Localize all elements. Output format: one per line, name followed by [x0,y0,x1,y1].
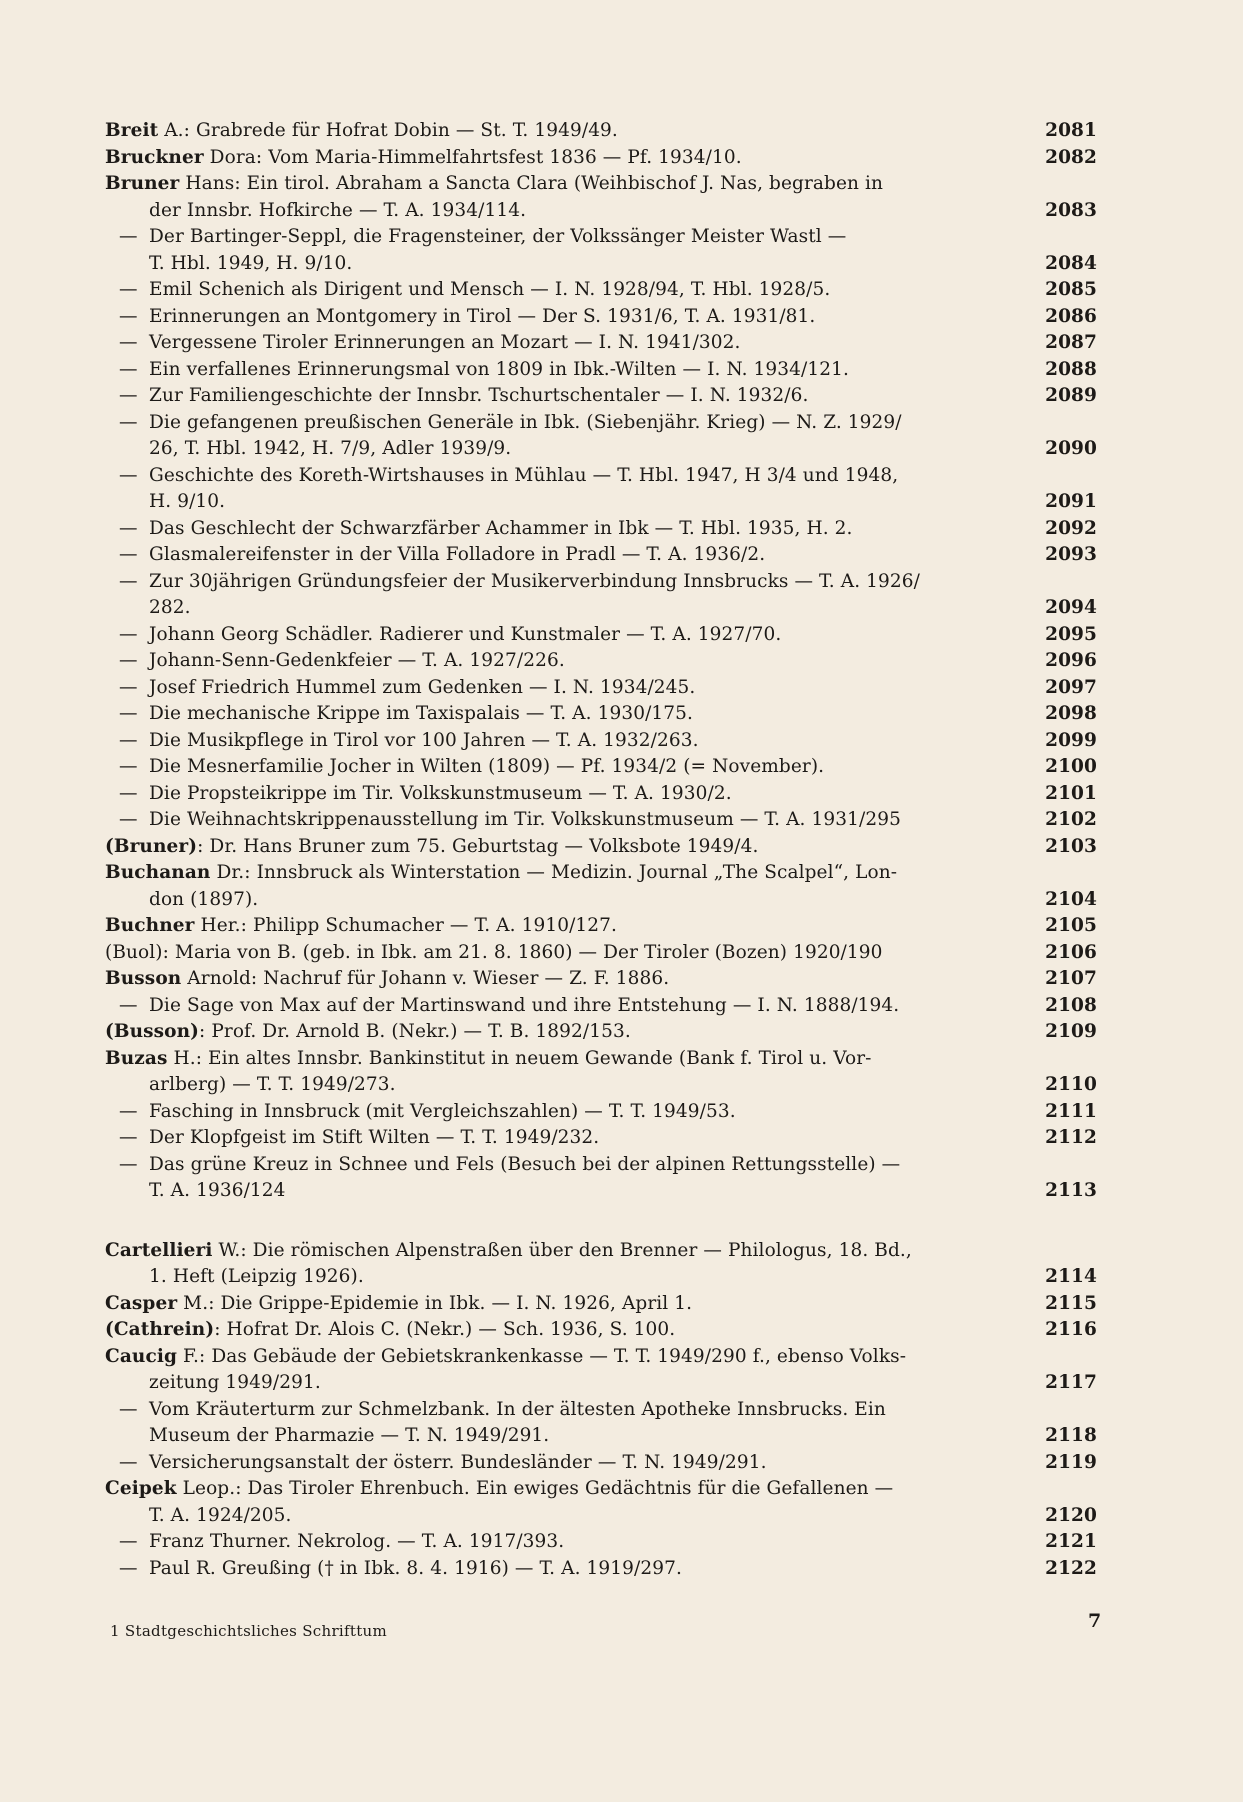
entry-text: Die Weihnachtskrippenausstellung im Tir. Volkskunstmuseum — T. A. 1931/295 [149,809,901,830]
entry-line: — Die Sage von Max auf der Martinswand und ihre Entstehung — I. N. 1888/194. [119,994,900,1016]
bibliography-entry [105,1529,1097,1556]
bibliography-entry [105,277,1097,304]
bibliography-entry [105,1019,1097,1046]
author-name: (Bruner) [105,835,198,857]
entry-line [105,145,1097,172]
entry-number: 2109 [1045,1021,1097,1042]
bibliography-entry [105,330,1097,357]
bibliography-entry [105,913,1097,940]
entry-text: Paul R. Greußing († in Ibk. 8. 4. 1916) — T. A. 1919/297. [149,1557,682,1579]
entry-line: — Zur Familiengeschichte der Innsbr. Tschurtschentaler — I. N. 1932/6. [119,385,809,406]
entry-text: Erinnerungen an Montgomery in Tirol — Der S. 1931/6, T. A. 1931/81. [149,305,816,327]
entry-number: 2113 [1045,1180,1097,1201]
entry-text: Zur Familiengeschichte der Innsbr. Tschurtschentaler — I. N. 1932/6. [149,385,809,406]
entry-number: 2103 [1045,835,1097,857]
entry-line [105,1317,1097,1344]
entry-text: : Prof. Dr. Arnold B. (Nekr.) — T. B. 1892/153. [199,1021,631,1042]
author-name: Buchner [105,915,195,936]
entry-line: — Die Musikpflege in Tirol vor 100 Jahren — T. A. 1932/263. [119,729,699,751]
entry-text: Josef Friedrich Hummel zum Gedenken — I. N. 1934/245. [149,676,696,698]
bibliography-entry [105,569,1097,622]
entry-line: — Die Mesnerfamilie Jocher in Wilten (1809) — Pf. 1934/2 (= November). [119,756,825,777]
entry-line [105,1046,1097,1073]
entry-line: zeitung 1949/291. [149,1372,321,1393]
entry-line [105,1291,1097,1318]
bibliography-entry [105,1125,1097,1152]
bibliography-entry [105,1238,1097,1291]
bibliography-entry [105,357,1097,384]
entry-text: Die Musikpflege in Tirol vor 100 Jahren — T. A. 1932/263. [149,729,699,751]
entry-line: — Erinnerungen an Montgomery in Tirol — Der S. 1931/6, T. A. 1931/81. [119,305,816,327]
entry-line: 1. Heft (Leipzig 1926). [149,1266,364,1287]
bibliography-entry [105,860,1097,913]
bibliography-entry [105,1291,1097,1318]
bibliography-entry [105,171,1097,224]
entry-number: 2091 [1045,491,1097,512]
entry-text: Die gefangenen preußischen Generäle in Ibk. (Siebenjähr. Krieg) — N. Z. 1929/ [149,411,902,433]
entry-text: Arnold: Nachruf für Johann v. Wieser — Z. F. 1886. [181,968,670,989]
entry-text: Geschichte des Koreth-Wirtshauses in Mühlau — T. Hbl. 1947, H 3/4 und 1948, [149,464,899,486]
bibliography-entry [105,807,1097,834]
entry-text: Johann-Senn-Gedenkfeier — T. A. 1927/226. [149,650,565,671]
entry-number: 2112 [1045,1127,1097,1148]
entry-line: — Der Klopfgeist im Stift Wilten — T. T. 1949/232. [119,1127,600,1148]
footer-signature: 1 Stadtgeschichtsliches Schrifttum [110,1622,388,1640]
author-name: Casper [105,1292,178,1314]
bibliography-entry [105,1317,1097,1344]
entry-text: Die Propsteikrippe im Tir. Volkskunstmuseum — T. A. 1930/2. [149,782,732,804]
author-name: (Cathrein) [105,1319,215,1340]
bibliography-entry [105,675,1097,702]
entry-text: M.: Die Grippe-Epidemie in Ibk. — I. N. 1926, April 1. [177,1292,693,1314]
entry-line [105,913,1097,940]
entry-line: Museum der Pharmazie — T. N. 1949/291. [149,1425,550,1446]
entry-line: — Das Geschlecht der Schwarzfärber Achammer in Ibk — T. Hbl. 1935, H. 2. [119,517,853,539]
entry-line: — Josef Friedrich Hummel zum Gedenken — I. N. 1934/245. [119,676,696,698]
entry-number: 2092 [1045,517,1097,539]
bibliography-entry [105,1450,1097,1477]
entry-text: Die mechanische Krippe im Taxispalais — T. A. 1930/175. [149,703,694,724]
author-name: Busson [105,968,182,989]
entry-line: — Zur 30jährigen Gründungsfeier der Musikerverbindung Innsbrucks — T. A. 1926/ [119,570,920,592]
entry-text: Johann Georg Schädler. Radierer und Kunstmaler — T. A. 1927/70. [149,623,782,645]
entry-line: — Fasching in Innsbruck (mit Vergleichszahlen) — T. T. 1949/53. [119,1100,736,1122]
entry-line [105,860,1097,887]
entry-line [105,1476,1097,1503]
bibliography-entry [105,993,1097,1020]
entry-line: — Die mechanische Krippe im Taxispalais — T. A. 1930/175. [119,703,694,724]
entry-number: 2093 [1045,544,1097,565]
entry-line: — Glasmalereifenster in der Villa Folladore in Pradl — T. A. 1936/2. [119,544,766,565]
author-name: Breit [105,120,159,141]
entry-number: 2104 [1045,888,1097,910]
bibliography-entry [105,1152,1097,1205]
entry-number: 2105 [1045,915,1097,936]
entry-text: Franz Thurner. Nekrolog. — T. A. 1917/393. [149,1531,565,1552]
entry-text: Her.: Philipp Schumacher — T. A. 1910/127. [194,915,618,936]
entry-text: F.: Das Gebäude der Gebietskrankenkasse — T. T. 1949/290 f., ebenso Volks- [177,1345,907,1367]
entry-line: — Ein verfallenes Erinnerungsmal von 1809 in Ibk.-Wilten — I. N. 1934/121. [119,358,849,380]
entry-number: 2118 [1045,1425,1097,1446]
entry-text: Versicherungsanstalt der österr. Bundesländer — T. N. 1949/291. [149,1451,767,1473]
bibliography-entry [105,648,1097,675]
entry-text: Emil Schenich als Dirigent und Mensch — I. N. 1928/94, T. Hbl. 1928/5. [149,279,831,300]
entry-line: — Der Bartinger-Seppl, die Fragensteiner, der Volkssänger Meister Wastl — [119,226,847,247]
entry-text: Der Bartinger-Seppl, die Fragensteiner, der Volkssänger Meister Wastl — [149,226,847,247]
entry-line: T. A. 1936/124 [149,1180,286,1201]
entry-number: 2102 [1045,809,1097,830]
entry-text: W.: Die römischen Alpenstraßen über den Brenner — Philologus, 18. Bd., [212,1239,912,1261]
entry-number: 2114 [1045,1266,1097,1287]
author-name: Bruner [105,173,180,194]
bibliography-entry [105,754,1097,781]
entry-number: 2120 [1045,1504,1097,1526]
entry-number: 2097 [1045,676,1097,698]
entry-number: 2088 [1045,358,1097,380]
bibliography-entry [105,834,1097,861]
bibliography-entry [105,463,1097,516]
entry-line: — Franz Thurner. Nekrolog. — T. A. 1917/393. [119,1531,565,1552]
entry-line: 26, T. Hbl. 1942, H. 7/9, Adler 1939/9. [149,438,512,459]
bibliography-entry [105,304,1097,331]
bibliography-entry [105,1556,1097,1583]
entry-number: 2096 [1045,650,1097,671]
bibliography-entry [105,1046,1097,1099]
entry-text: Die Mesnerfamilie Jocher in Wilten (1809) — Pf. 1934/2 (= November). [149,756,825,777]
bibliography-entry [105,701,1097,728]
author-name: Buzas [105,1047,168,1069]
entry-number: 2099 [1045,729,1097,751]
author-name: Caucig [105,1345,177,1367]
entry-line [105,966,1097,993]
author-name: Bruckner [105,146,204,168]
entry-line: arlberg) — T. T. 1949/273. [149,1074,396,1095]
bibliography-entry [105,966,1097,993]
bibliography-entry [105,940,1097,967]
entry-number: 2121 [1045,1531,1097,1552]
bibliography-entry [105,410,1097,463]
entry-line: der Innsbr. Hofkirche — T. A. 1934/114. [149,199,527,221]
entry-number: 2090 [1045,438,1097,459]
bibliography-entry [105,224,1097,277]
entry-text: Das Geschlecht der Schwarzfärber Achammer in Ibk — T. Hbl. 1935, H. 2. [149,517,853,539]
entry-text: Die Sage von Max auf der Martinswand und ihre Entstehung — I. N. 1888/194. [149,994,900,1016]
entry-number: 2085 [1045,279,1097,300]
entry-number: 2119 [1045,1451,1097,1473]
entry-number: 2108 [1045,994,1097,1016]
entry-line: — Die gefangenen preußischen Generäle in Ibk. (Siebenjähr. Krieg) — N. Z. 1929/ [119,411,902,433]
entry-line: — Johann-Senn-Gedenkfeier — T. A. 1927/226. [119,650,565,671]
bibliography-list [105,118,1097,1582]
author-name: Buchanan [105,862,211,883]
entry-number: 2122 [1045,1557,1097,1579]
bibliography-entry [105,1397,1097,1450]
entry-line [105,1238,1097,1265]
bibliography-entry [105,118,1097,145]
entry-line [105,940,1097,967]
entry-number: 2087 [1045,332,1097,353]
bibliography-entry [105,542,1097,569]
entry-text: : Hofrat Dr. Alois C. (Nekr.) — Sch. 1936, S. 100. [214,1319,676,1340]
bibliography-entry [105,1476,1097,1529]
entry-number: 2089 [1045,385,1097,406]
entry-line: — Johann Georg Schädler. Radierer und Kunstmaler — T. A. 1927/70. [119,623,782,645]
bibliography-entry [105,781,1097,808]
entry-text: H.: Ein altes Innsbr. Bankinstitut in neuem Gewande (Bank f. Tirol u. Vor- [167,1047,872,1069]
entry-text: Dr.: Innsbruck als Winterstation — Medizin. Journal „The Scalpel“, Lon- [210,862,898,883]
entry-line [105,834,1097,861]
entry-number: 2101 [1045,782,1097,804]
bibliography-entry [105,728,1097,755]
entry-text: Zur 30jährigen Gründungsfeier der Musikerverbindung Innsbrucks — T. A. 1926/ [149,570,920,592]
entry-line: — Das grüne Kreuz in Schnee und Fels (Besuch bei der alpinen Rettungsstelle) — [119,1153,901,1175]
entry-number: 2098 [1045,703,1097,724]
page-number: 7 [1088,1610,1102,1632]
entry-number: 2117 [1045,1372,1097,1393]
entry-line: T. Hbl. 1949, H. 9/10. [149,252,353,274]
entry-line [105,1344,1097,1371]
entry-number: 2081 [1045,120,1097,141]
entry-text: Dora: Vom Maria-Himmelfahrtsfest 1836 — Pf. 1934/10. [203,146,742,168]
bibliography-entry [105,1099,1097,1126]
entry-line: — Paul R. Greußing († in Ibk. 8. 4. 1916) — T. A. 1919/297. [119,1557,682,1579]
entry-text: Vergessene Tiroler Erinnerungen an Mozart — I. N. 1941/302. [149,332,741,353]
entry-text: (Buol): Maria von B. (geb. in Ibk. am 21. 8. 1860) — Der Tiroler (Bozen) 1920/190 [105,941,883,963]
entry-line: — Die Weihnachtskrippenausstellung im Tir. Volkskunstmuseum — T. A. 1931/295 [119,809,901,830]
entry-number: 2116 [1045,1319,1097,1340]
entry-text: Leop.: Das Tiroler Ehrenbuch. Ein ewiges Gedächtnis für die Gefallenen — [176,1478,894,1499]
author-name: Ceipek [105,1478,177,1499]
entry-text: Glasmalereifenster in der Villa Folladore in Pradl — T. A. 1936/2. [149,544,766,565]
entry-line: — Emil Schenich als Dirigent und Mensch — I. N. 1928/94, T. Hbl. 1928/5. [119,279,831,300]
entry-text: Fasching in Innsbruck (mit Vergleichszahlen) — T. T. 1949/53. [149,1100,736,1122]
entry-text: Ein verfallenes Erinnerungsmal von 1809 in Ibk.-Wilten — I. N. 1934/121. [149,358,849,380]
section-gap [105,1205,1097,1238]
entry-number: 2111 [1045,1100,1097,1122]
entry-number: 2115 [1045,1292,1097,1314]
entry-text: A.: Grabrede für Hofrat Dobin — St. T. 1949/49. [158,120,618,141]
bibliography-entry [105,383,1097,410]
entry-line [105,171,1097,198]
entry-text: Hans: Ein tirol. Abraham a Sancta Clara (Weihbischof J. Nas, begraben in [179,173,884,194]
entry-line [105,118,1097,145]
entry-text: : Dr. Hans Bruner zum 75. Geburtstag — Volksbote 1949/4. [197,835,759,857]
author-name: (Busson) [105,1021,200,1042]
entry-line: — Vergessene Tiroler Erinnerungen an Mozart — I. N. 1941/302. [119,332,741,353]
entry-line: don (1897). [149,888,259,910]
author-name: Cartellieri [105,1239,213,1261]
bibliography-entry [105,516,1097,543]
entry-number: 2100 [1045,756,1097,777]
entry-number: 2107 [1045,968,1097,989]
entry-line: 282. [149,597,191,618]
entry-line: H. 9/10. [149,491,226,512]
entry-number: 2082 [1045,146,1097,168]
entry-text: Vom Kräuterturm zur Schmelzbank. In der ältesten Apotheke Innsbrucks. Ein [149,1398,886,1420]
entry-number: 2095 [1045,623,1097,645]
entry-line: — Vom Kräuterturm zur Schmelzbank. In der ältesten Apotheke Innsbrucks. Ein [119,1398,886,1420]
entry-text: Der Klopfgeist im Stift Wilten — T. T. 1949/232. [149,1127,600,1148]
entry-line [105,1019,1097,1046]
entry-line: — Geschichte des Koreth-Wirtshauses in Mühlau — T. Hbl. 1947, H 3/4 und 1948, [119,464,899,486]
bibliography-entry [105,1344,1097,1397]
entry-text: Das grüne Kreuz in Schnee und Fels (Besuch bei der alpinen Rettungsstelle) — [149,1153,901,1175]
entry-line: — Die Propsteikrippe im Tir. Volkskunstmuseum — T. A. 1930/2. [119,782,732,804]
entry-number: 2084 [1045,252,1097,274]
entry-line: — Versicherungsanstalt der österr. Bundesländer — T. N. 1949/291. [119,1451,767,1473]
entry-number: 2094 [1045,597,1097,618]
entry-number: 2110 [1045,1074,1097,1095]
bibliography-entry [105,622,1097,649]
entry-number: 2106 [1045,941,1097,963]
entry-number: 2086 [1045,305,1097,327]
entry-line: T. A. 1924/205. [149,1504,292,1526]
bibliography-entry [105,145,1097,172]
entry-number: 2083 [1045,199,1097,221]
